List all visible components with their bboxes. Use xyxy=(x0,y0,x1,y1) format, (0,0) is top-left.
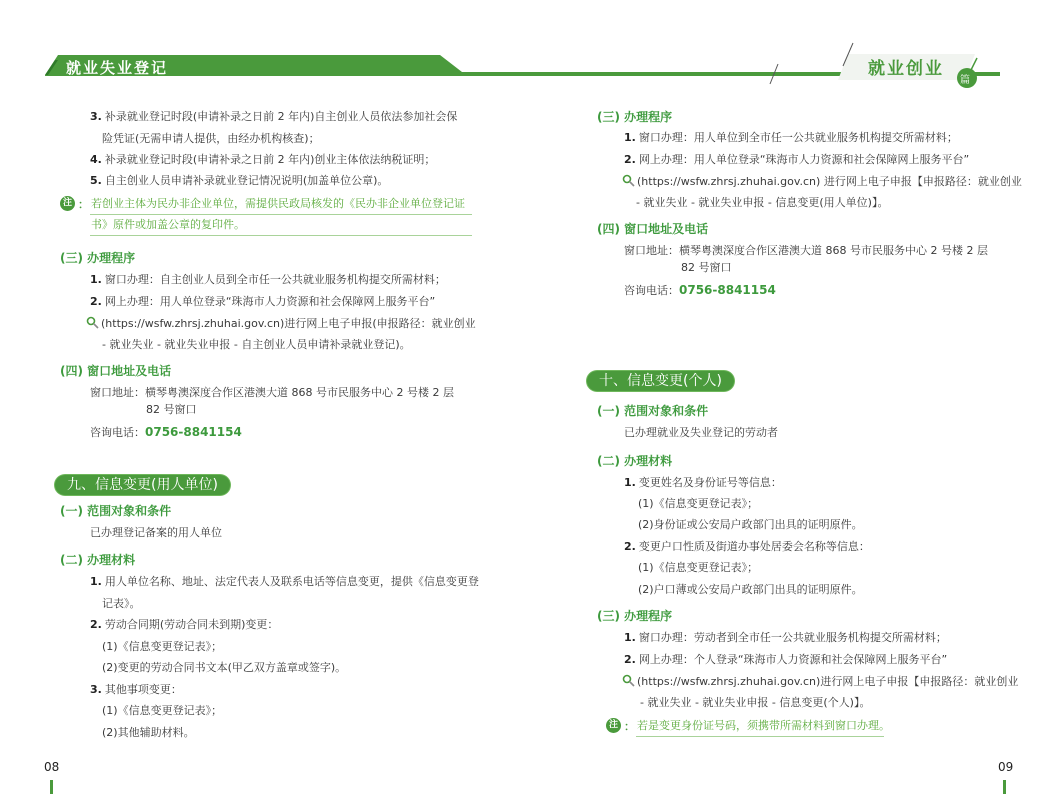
note-colon: ： xyxy=(624,720,635,733)
list-item: 1. 用人单位名称、地址、法定代表人及联系电话等信息变更，提供《信息变更登 xyxy=(90,575,479,588)
section-heading: (四) 窗口地址及电话 xyxy=(597,222,709,236)
section-heading: (一) 范围对象和条件 xyxy=(60,504,172,518)
list-item: 1. 变更姓名及身份证号等信息： xyxy=(624,476,782,489)
list-item: 险凭证(无需申请人提供，由经办机构核查)； xyxy=(102,132,320,145)
list-item: 2. 网上办理：用人单位登录“珠海市人力资源和社会保障网上服务平台” xyxy=(624,153,970,166)
book-section-badge: 篇 xyxy=(960,75,970,86)
divider xyxy=(90,235,472,236)
list-item: (2)户口薄或公安局户政部门出具的证明原件。 xyxy=(638,583,863,596)
list-item: - 就业失业 - 就业失业申报 - 信息变更(用人单位)】。 xyxy=(636,196,889,209)
link-text[interactable]: (https://wsfw.zhrsj.zhuhai.gov.cn)进行网上电子申报【申报路径：就业创业 xyxy=(637,675,1019,688)
address: 窗口地址：横琴粤澳深度合作区港澳大道 868 号市民服务中心 2 号楼 2 层 xyxy=(90,386,454,399)
note-icon: 注 xyxy=(60,196,75,211)
section-title-pill: 九、信息变更(用人单位) xyxy=(55,475,230,495)
section-heading: (二) 办理材料 xyxy=(60,553,136,567)
page-number: 09 xyxy=(998,760,1014,774)
list-item: (2)其他辅助材料。 xyxy=(102,726,195,739)
list-item: 记表》。 xyxy=(102,597,141,610)
divider xyxy=(90,214,472,215)
link-text[interactable]: (https://wsfw.zhrsj.zhuhai.gov.cn) 进行网上电子申报【申报路径：就业创业 xyxy=(637,175,1022,188)
section-heading: (二) 办理材料 xyxy=(597,454,673,468)
section-heading: (三) 办理程序 xyxy=(597,609,673,623)
list-item: 1. 窗口办理：自主创业人员到全市任一公共就业服务机构提交所需材料； xyxy=(90,273,446,286)
section-title-pill: 十、信息变更(个人) xyxy=(587,371,734,391)
address: 窗口地址：横琴粤澳深度合作区港澳大道 868 号市民服务中心 2 号楼 2 层 xyxy=(624,244,988,257)
link-icon xyxy=(622,674,636,688)
note-text: 若是变更身份证号码，须携带所需材料到窗口办理。 xyxy=(637,719,890,732)
list-item: 2. 网上办理：个人登录“珠海市人力资源和社会保障网上服务平台” xyxy=(624,653,948,666)
section-heading: (四) 窗口地址及电话 xyxy=(60,364,172,378)
section-heading: (三) 办理程序 xyxy=(60,251,136,265)
page-number: 08 xyxy=(44,760,60,774)
phone: 咨询电话：0756-8841154 xyxy=(90,425,242,439)
list-item: (2)变更的劳动合同书文本(甲乙双方盖章或签字)。 xyxy=(102,661,347,674)
section-heading: (一) 范围对象和条件 xyxy=(597,404,709,418)
link-text[interactable]: (https://wsfw.zhrsj.zhuhai.gov.cn)进行网上电子申报(申报路径：就业创业 xyxy=(101,317,476,330)
page-marker xyxy=(1003,780,1006,794)
list-item: 2. 网上办理：用人单位登录“珠海市人力资源和社会保障网上服务平台” xyxy=(90,295,436,308)
list-item: - 就业失业 - 就业失业申报 - 信息变更(个人)】。 xyxy=(640,696,871,709)
address-cont: 82 号窗口 xyxy=(146,403,197,416)
list-item: 3. 补录就业登记时段(申请补录之日前 2 年内)自主创业人员依法参加社会保 xyxy=(90,110,458,123)
page-marker xyxy=(50,780,53,794)
note-icon: 注 xyxy=(606,718,621,733)
chapter-title: 就业失业登记 xyxy=(66,59,169,77)
phone: 咨询电话：0756-8841154 xyxy=(624,283,776,297)
list-item: 2. 变更户口性质及街道办事处居委会名称等信息： xyxy=(624,540,870,553)
note-text: 若创业主体为民办非企业单位，需提供民政局核发的《民办非企业单位登记证 xyxy=(91,197,465,210)
book-section-title: 就业创业 xyxy=(868,59,944,79)
note-colon: ： xyxy=(78,198,89,211)
link-icon xyxy=(622,174,636,188)
section-heading: (三) 办理程序 xyxy=(597,110,673,124)
list-item: 1. 窗口办理：用人单位到全市任一公共就业服务机构提交所需材料； xyxy=(624,131,958,144)
scope-text: 已办理就业及失业登记的劳动者 xyxy=(624,426,778,439)
list-item: (1)《信息变更登记表》； xyxy=(102,640,223,653)
note-text: 书》原件或加盖公章的复印件。 xyxy=(91,218,245,231)
list-item: 4. 补录就业登记时段(申请补录之日前 2 年内)创业主体依法纳税证明； xyxy=(90,153,436,166)
divider xyxy=(636,736,884,737)
address-cont: 82 号窗口 xyxy=(681,261,732,274)
list-item: 1. 窗口办理：劳动者到全市任一公共就业服务机构提交所需材料； xyxy=(624,631,947,644)
link-icon xyxy=(86,316,100,330)
list-item: (1)《信息变更登记表》； xyxy=(638,497,759,510)
list-item: (2)身份证或公安局户政部门出具的证明原件。 xyxy=(638,518,863,531)
header-banner xyxy=(0,0,1058,100)
list-item: (1)《信息变更登记表》； xyxy=(638,561,759,574)
list-item: 5. 自主创业人员申请补录就业登记情况说明(加盖单位公章)。 xyxy=(90,174,389,187)
list-item: 2. 劳动合同期(劳动合同未到期)变更： xyxy=(90,618,279,631)
list-item: - 就业失业 - 就业失业申报 - 自主创业人员申请补录就业登记)。 xyxy=(102,338,411,351)
list-item: 3. 其他事项变更： xyxy=(90,683,182,696)
scope-text: 已办理登记备案的用人单位 xyxy=(90,526,222,539)
list-item: (1)《信息变更登记表》； xyxy=(102,704,223,717)
